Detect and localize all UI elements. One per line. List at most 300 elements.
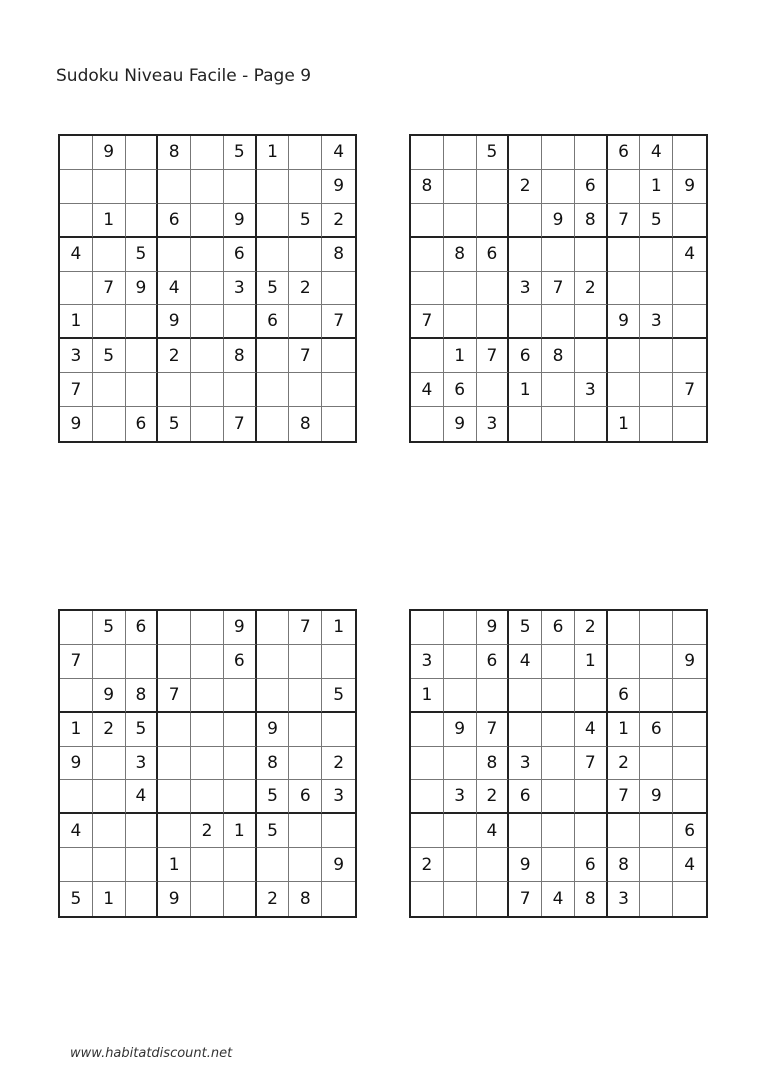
sudoku-cell	[673, 272, 706, 306]
sudoku-cell: 6	[509, 339, 542, 373]
sudoku-cell: 1	[640, 170, 673, 204]
sudoku-cell	[640, 747, 673, 781]
sudoku-cell	[640, 679, 673, 713]
sudoku-cell	[542, 814, 575, 848]
sudoku-cell: 7	[575, 747, 608, 781]
sudoku-cell	[257, 679, 290, 713]
sudoku-cell	[60, 780, 93, 814]
sudoku-cell	[126, 170, 159, 204]
sudoku-cell	[191, 645, 224, 679]
sudoku-cell	[608, 272, 641, 306]
sudoku-cell: 6	[575, 170, 608, 204]
sudoku-cell	[673, 679, 706, 713]
sudoku-cell: 1	[60, 305, 93, 339]
sudoku-cell	[93, 814, 126, 848]
sudoku-cell	[542, 679, 575, 713]
sudoku-cell: 9	[224, 611, 257, 645]
sudoku-cell	[126, 882, 159, 916]
sudoku-cell: 4	[673, 848, 706, 882]
sudoku-cell: 3	[60, 339, 93, 373]
sudoku-cell	[477, 882, 510, 916]
sudoku-cell	[608, 645, 641, 679]
sudoku-cell	[673, 611, 706, 645]
sudoku-cell	[575, 780, 608, 814]
sudoku-cell	[444, 747, 477, 781]
sudoku-cell: 8	[322, 238, 355, 272]
sudoku-cell	[191, 713, 224, 747]
sudoku-cell	[542, 780, 575, 814]
sudoku-cell: 9	[257, 713, 290, 747]
sudoku-cell	[608, 373, 641, 407]
sudoku-cell: 5	[257, 814, 290, 848]
sudoku-cell: 9	[322, 848, 355, 882]
sudoku-cell	[191, 305, 224, 339]
sudoku-cell	[322, 272, 355, 306]
sudoku-cell	[126, 373, 159, 407]
sudoku-cell	[477, 679, 510, 713]
sudoku-cell: 3	[575, 373, 608, 407]
sudoku-cell	[191, 204, 224, 238]
sudoku-cell: 7	[158, 679, 191, 713]
sudoku-cell	[126, 645, 159, 679]
sudoku-cell	[322, 814, 355, 848]
sudoku-cell: 9	[673, 645, 706, 679]
sudoku-cell: 9	[224, 204, 257, 238]
sudoku-cell	[542, 713, 575, 747]
sudoku-cell: 6	[673, 814, 706, 848]
sudoku-cell	[411, 882, 444, 916]
sudoku-cell: 6	[444, 373, 477, 407]
sudoku-cell: 9	[158, 305, 191, 339]
sudoku-cell	[93, 407, 126, 441]
sudoku-cell: 5	[640, 204, 673, 238]
sudoku-cell	[575, 305, 608, 339]
sudoku-cell	[93, 373, 126, 407]
sudoku-cell: 5	[93, 611, 126, 645]
sudoku-cell	[509, 814, 542, 848]
sudoku-cell: 5	[477, 136, 510, 170]
sudoku-cell: 5	[289, 204, 322, 238]
sudoku-cell	[93, 170, 126, 204]
sudoku-cell	[542, 305, 575, 339]
sudoku-cell: 9	[608, 305, 641, 339]
sudoku-cell: 4	[126, 780, 159, 814]
sudoku-cell	[191, 611, 224, 645]
sudoku-cell: 6	[224, 645, 257, 679]
sudoku-cell: 5	[509, 611, 542, 645]
sudoku-cell: 7	[509, 882, 542, 916]
sudoku-cell: 4	[411, 373, 444, 407]
sudoku-cell	[640, 339, 673, 373]
sudoku-cell: 7	[60, 645, 93, 679]
sudoku-cell	[93, 780, 126, 814]
sudoku-cell	[608, 170, 641, 204]
sudoku-cell	[673, 136, 706, 170]
sudoku-cell: 2	[322, 204, 355, 238]
sudoku-cell	[191, 170, 224, 204]
sudoku-cell	[575, 339, 608, 373]
sudoku-cell	[640, 373, 673, 407]
sudoku-cell: 7	[608, 780, 641, 814]
sudoku-cell: 9	[60, 747, 93, 781]
sudoku-cell: 6	[158, 204, 191, 238]
sudoku-cell	[257, 611, 290, 645]
sudoku-cell: 6	[640, 713, 673, 747]
sudoku-cell: 9	[158, 882, 191, 916]
sudoku-cell	[608, 238, 641, 272]
sudoku-cell: 7	[542, 272, 575, 306]
sudoku-cell	[640, 645, 673, 679]
sudoku-cell	[673, 713, 706, 747]
sudoku-cell	[257, 407, 290, 441]
sudoku-cell: 1	[93, 882, 126, 916]
sudoku-cell: 2	[93, 713, 126, 747]
sudoku-cell	[444, 305, 477, 339]
sudoku-cell: 4	[322, 136, 355, 170]
sudoku-grid-3	[58, 609, 357, 918]
sudoku-cell: 1	[322, 611, 355, 645]
sudoku-cell	[93, 645, 126, 679]
sudoku-cell	[158, 611, 191, 645]
sudoku-cell	[608, 814, 641, 848]
sudoku-cell	[126, 814, 159, 848]
sudoku-cell: 8	[289, 407, 322, 441]
sudoku-cell	[509, 305, 542, 339]
sudoku-cell	[93, 305, 126, 339]
sudoku-cell	[289, 373, 322, 407]
sudoku-cell	[322, 882, 355, 916]
sudoku-cell: 3	[224, 272, 257, 306]
sudoku-cell: 2	[575, 272, 608, 306]
sudoku-cell: 6	[126, 407, 159, 441]
sudoku-cell: 2	[575, 611, 608, 645]
sudoku-cell	[509, 136, 542, 170]
sudoku-cell: 5	[257, 780, 290, 814]
sudoku-cell	[444, 679, 477, 713]
sudoku-cell	[322, 713, 355, 747]
sudoku-cell	[224, 170, 257, 204]
sudoku-cell	[411, 238, 444, 272]
sudoku-cell	[126, 305, 159, 339]
sudoku-cell	[509, 713, 542, 747]
sudoku-cell	[411, 747, 444, 781]
sudoku-cell: 9	[60, 407, 93, 441]
sudoku-cell: 7	[608, 204, 641, 238]
sudoku-cell: 3	[509, 747, 542, 781]
sudoku-cell	[477, 272, 510, 306]
sudoku-cell: 8	[444, 238, 477, 272]
sudoku-cell	[542, 848, 575, 882]
sudoku-cell: 6	[289, 780, 322, 814]
sudoku-cell: 5	[126, 713, 159, 747]
sudoku-cell	[640, 814, 673, 848]
sudoku-cell	[158, 238, 191, 272]
sudoku-grid-4	[409, 609, 708, 918]
sudoku-cell: 7	[93, 272, 126, 306]
sudoku-cell	[191, 339, 224, 373]
sudoku-cell: 9	[444, 407, 477, 441]
sudoku-cell	[640, 407, 673, 441]
sudoku-cell: 9	[444, 713, 477, 747]
sudoku-cell	[509, 238, 542, 272]
sudoku-cell	[322, 645, 355, 679]
sudoku-cell	[444, 204, 477, 238]
sudoku-cell	[289, 238, 322, 272]
sudoku-cell	[224, 713, 257, 747]
sudoku-cell: 7	[322, 305, 355, 339]
sudoku-cell: 3	[411, 645, 444, 679]
sudoku-cell	[608, 339, 641, 373]
sudoku-cell	[257, 238, 290, 272]
sudoku-cell	[411, 713, 444, 747]
sudoku-cell	[411, 814, 444, 848]
sudoku-cell	[158, 747, 191, 781]
sudoku-cell	[126, 136, 159, 170]
sudoku-cell	[191, 238, 224, 272]
sudoku-cell	[444, 136, 477, 170]
sudoku-cell: 5	[257, 272, 290, 306]
sudoku-cell: 2	[191, 814, 224, 848]
sudoku-cell	[289, 170, 322, 204]
sudoku-cell: 6	[477, 238, 510, 272]
sudoku-cell	[640, 882, 673, 916]
sudoku-cell: 3	[322, 780, 355, 814]
sudoku-cell	[191, 373, 224, 407]
sudoku-cell	[411, 339, 444, 373]
sudoku-cell: 1	[60, 713, 93, 747]
sudoku-cell: 5	[224, 136, 257, 170]
sudoku-cell: 5	[322, 679, 355, 713]
sudoku-cell	[257, 373, 290, 407]
sudoku-cell: 2	[158, 339, 191, 373]
sudoku-cell: 7	[673, 373, 706, 407]
sudoku-cell: 7	[477, 713, 510, 747]
sudoku-cell: 7	[477, 339, 510, 373]
sudoku-cell	[93, 747, 126, 781]
sudoku-cell: 6	[509, 780, 542, 814]
sudoku-cell: 8	[575, 204, 608, 238]
sudoku-cell	[60, 611, 93, 645]
sudoku-cell	[257, 204, 290, 238]
sudoku-cell: 6	[575, 848, 608, 882]
sudoku-cell	[191, 407, 224, 441]
sudoku-cell: 9	[477, 611, 510, 645]
sudoku-cell	[257, 170, 290, 204]
sudoku-cell	[289, 645, 322, 679]
sudoku-cell	[191, 780, 224, 814]
sudoku-cell: 4	[158, 272, 191, 306]
sudoku-cell: 2	[509, 170, 542, 204]
sudoku-cell	[224, 305, 257, 339]
sudoku-cell	[224, 747, 257, 781]
sudoku-cell	[191, 679, 224, 713]
sudoku-cell	[542, 645, 575, 679]
sudoku-cell	[575, 238, 608, 272]
sudoku-cell	[191, 848, 224, 882]
sudoku-cell	[289, 814, 322, 848]
sudoku-cell: 5	[93, 339, 126, 373]
sudoku-cell	[509, 407, 542, 441]
sudoku-cell: 8	[575, 882, 608, 916]
sudoku-cell	[257, 848, 290, 882]
sudoku-cell	[60, 136, 93, 170]
sudoku-cell: 1	[93, 204, 126, 238]
sudoku-cell	[608, 611, 641, 645]
sudoku-cell	[411, 136, 444, 170]
sudoku-cell: 4	[477, 814, 510, 848]
sudoku-cell: 7	[411, 305, 444, 339]
sudoku-cell	[542, 136, 575, 170]
sudoku-cell	[191, 882, 224, 916]
sudoku-cell	[673, 305, 706, 339]
sudoku-cell	[60, 679, 93, 713]
sudoku-cell: 9	[509, 848, 542, 882]
sudoku-cell: 1	[257, 136, 290, 170]
sudoku-cell	[289, 679, 322, 713]
sudoku-cell: 9	[673, 170, 706, 204]
sudoku-cell	[126, 339, 159, 373]
sudoku-cell: 6	[224, 238, 257, 272]
sudoku-cell: 6	[608, 136, 641, 170]
sudoku-cell	[509, 204, 542, 238]
sudoku-cell	[477, 848, 510, 882]
sudoku-cell: 2	[608, 747, 641, 781]
sudoku-cell: 3	[444, 780, 477, 814]
sudoku-cell	[322, 339, 355, 373]
sudoku-cell	[158, 814, 191, 848]
sudoku-cell: 7	[60, 373, 93, 407]
sudoku-cell	[158, 780, 191, 814]
sudoku-cell	[158, 170, 191, 204]
sudoku-cell: 3	[509, 272, 542, 306]
sudoku-cell	[477, 170, 510, 204]
sudoku-cell	[477, 305, 510, 339]
sudoku-cell: 5	[60, 882, 93, 916]
sudoku-cell: 7	[289, 339, 322, 373]
sudoku-cell: 7	[289, 611, 322, 645]
sudoku-cell	[158, 645, 191, 679]
sudoku-cell: 9	[93, 136, 126, 170]
sudoku-cell	[673, 339, 706, 373]
sudoku-cell	[673, 747, 706, 781]
sudoku-cell	[673, 204, 706, 238]
sudoku-cell	[477, 204, 510, 238]
sudoku-cell: 1	[224, 814, 257, 848]
sudoku-grid-2	[409, 134, 708, 443]
sudoku-cell	[289, 136, 322, 170]
sudoku-cell	[640, 848, 673, 882]
sudoku-cell: 1	[575, 645, 608, 679]
sudoku-cell	[542, 238, 575, 272]
sudoku-cell	[158, 713, 191, 747]
sudoku-cell: 8	[542, 339, 575, 373]
sudoku-cell: 6	[126, 611, 159, 645]
sudoku-cell: 6	[257, 305, 290, 339]
sudoku-cell	[224, 373, 257, 407]
sudoku-cell: 3	[126, 747, 159, 781]
sudoku-cell: 8	[257, 747, 290, 781]
sudoku-cell	[60, 272, 93, 306]
sudoku-cell	[60, 848, 93, 882]
sudoku-cell	[575, 814, 608, 848]
sudoku-cell	[257, 339, 290, 373]
sudoku-cell	[444, 611, 477, 645]
sudoku-cell: 1	[158, 848, 191, 882]
sudoku-cell: 3	[608, 882, 641, 916]
sudoku-cell: 4	[509, 645, 542, 679]
sudoku-cell: 1	[411, 679, 444, 713]
sudoku-cell: 1	[509, 373, 542, 407]
sudoku-cell	[191, 272, 224, 306]
sudoku-cell: 4	[575, 713, 608, 747]
sudoku-cell: 9	[640, 780, 673, 814]
sudoku-cell	[93, 848, 126, 882]
sudoku-cell	[289, 305, 322, 339]
sudoku-cell	[444, 645, 477, 679]
sudoku-cell	[224, 848, 257, 882]
sudoku-cell	[575, 407, 608, 441]
sudoku-cell: 5	[158, 407, 191, 441]
sudoku-cell	[60, 204, 93, 238]
sudoku-cell	[289, 848, 322, 882]
sudoku-cell: 4	[640, 136, 673, 170]
sudoku-cell: 2	[322, 747, 355, 781]
sudoku-cell: 8	[411, 170, 444, 204]
sudoku-cell: 6	[477, 645, 510, 679]
sudoku-cell	[640, 611, 673, 645]
sudoku-cell	[575, 679, 608, 713]
sudoku-cell: 1	[608, 407, 641, 441]
sudoku-cell	[673, 882, 706, 916]
sudoku-cell	[542, 747, 575, 781]
sudoku-cell	[411, 204, 444, 238]
sudoku-grid-1	[58, 134, 357, 443]
sudoku-cell: 3	[640, 305, 673, 339]
sudoku-cell: 8	[289, 882, 322, 916]
sudoku-cell	[542, 373, 575, 407]
footer-website: www.habitatdiscount.net	[70, 1046, 233, 1061]
sudoku-cell	[289, 747, 322, 781]
page-title: Sudoku Niveau Facile - Page 9	[56, 66, 312, 86]
sudoku-cell: 9	[126, 272, 159, 306]
sudoku-cell	[191, 136, 224, 170]
sudoku-cell	[444, 814, 477, 848]
sudoku-cell: 2	[257, 882, 290, 916]
sudoku-cell: 8	[477, 747, 510, 781]
sudoku-cell	[126, 204, 159, 238]
sudoku-cell	[289, 713, 322, 747]
sudoku-cell: 9	[93, 679, 126, 713]
sudoku-cell	[191, 747, 224, 781]
sudoku-cell: 2	[289, 272, 322, 306]
sudoku-cell	[542, 407, 575, 441]
sudoku-cell: 5	[126, 238, 159, 272]
sudoku-cell: 6	[542, 611, 575, 645]
sudoku-cell	[126, 848, 159, 882]
sudoku-cell	[640, 272, 673, 306]
sudoku-cell	[673, 407, 706, 441]
sudoku-cell	[673, 780, 706, 814]
sudoku-cell: 8	[224, 339, 257, 373]
sudoku-cell	[224, 679, 257, 713]
sudoku-cell	[444, 170, 477, 204]
sudoku-cell: 8	[608, 848, 641, 882]
sudoku-cell: 3	[477, 407, 510, 441]
sudoku-cell	[322, 373, 355, 407]
sudoku-cell: 9	[542, 204, 575, 238]
sudoku-cell	[411, 611, 444, 645]
sudoku-cell: 7	[224, 407, 257, 441]
